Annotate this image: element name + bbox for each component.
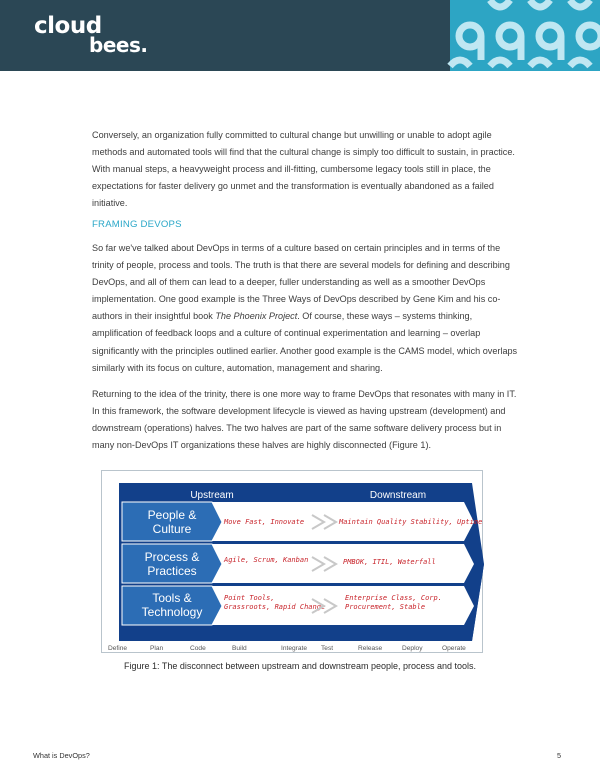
row1-downstream-text: Maintain Quality Stability, Uptime <box>339 518 483 526</box>
footer-doc-title: What is DevOps? <box>33 751 90 760</box>
footer-page-number: 5 <box>557 751 562 760</box>
upstream-label: Upstream <box>190 490 234 501</box>
intro-paragraph: Conversely, an organization fully committed to cultural change but unwilling or unable to adopt agile methods and automated tools will find that the cultural change is simply too difficult to sustain, in practice. With manual steps, a heavyweight process and ill-fitting, cumbersome legacy tools still in place, the expectations for faster delivery go unmet and the transformation is eventually abandoned as a failed initiative. <box>92 130 515 209</box>
row3-title-line1: Tools & <box>152 591 192 605</box>
figure-caption: Figure 1: The disconnect between upstream and downstream people, process and tools. <box>123 661 477 671</box>
logo-text-bees: bees. <box>89 33 148 57</box>
page-header <box>0 0 600 71</box>
disconnect-diagram <box>102 471 484 654</box>
phase-plan: Plan <box>150 645 164 652</box>
downstream-label: Downstream <box>369 490 427 501</box>
phase-code: Code <box>190 645 206 652</box>
row1-title-line1: People & <box>147 508 197 522</box>
bee-pattern-decoration <box>430 0 600 71</box>
row2-downstream-text: PMBOK, ITIL, Waterfall <box>343 558 436 566</box>
row1-title-line2: Culture <box>152 522 192 536</box>
phase-release: Release <box>358 645 383 652</box>
framing-text-part1: So far we've talked about DevOps in terms of a culture based on certain principles and in terms of the trinity of people, process and tools. The truth is that there are several models for defining and describing DevOps, and all of them can lead to a deeper, fuller understanding as well as a smoother DevOps implementation. One good example is the Three Ways of DevOps described by Gene Kim and his co-authors in their insightful book <box>92 243 510 322</box>
row2-upstream-text: Agile, Scrum, Kanban <box>224 556 309 564</box>
row2-title-line2: Practices <box>147 564 197 578</box>
framing-text-part2: . Of course, these ways – systems thinking, amplification of feedback loops and a culture of continual experimentation and learning – overlap significantly with the principles outlined earlier. Another good example is the CAMS model, which overlaps similarly with its focus on culture, automation, management and sharing. <box>92 311 518 373</box>
row3-downstream-line2: Procurement, Stable <box>345 603 426 611</box>
book-title: The Phoenix Project <box>215 311 298 322</box>
phase-deploy: Deploy <box>402 645 423 652</box>
phase-build: Build <box>232 645 247 652</box>
row3-upstream-line1: Point Tools, <box>224 594 275 602</box>
framing-paragraph <box>92 240 522 377</box>
phase-test: Test <box>321 645 334 652</box>
row3-upstream-line2: Grassroots, Rapid Change <box>224 603 326 611</box>
row2-title-line1: Process & <box>144 550 200 564</box>
row1-upstream-text: Move Fast, Innovate <box>224 518 305 526</box>
logo-text-cloud: cloud <box>34 13 102 39</box>
phase-operate: Operate <box>442 645 466 652</box>
trinity-paragraph: Returning to the idea of the trinity, there is one more way to frame DevOps that resonates with many in IT. In this framework, the software development lifecycle is viewed as having upstream (development) and downstream (operations) halves. The two halves are part of the same software delivery process but in many non-DevOps IT organizations these halves are highly disconnected (Figure 1). <box>92 389 517 451</box>
row3-downstream-line1: Enterprise Class, Corp. <box>345 594 442 602</box>
phase-integrate: Integrate <box>281 645 308 652</box>
figure-1 <box>101 470 483 653</box>
phase-labels <box>108 645 466 652</box>
phase-define: Define <box>108 645 128 652</box>
section-heading: FRAMING DEVOPS <box>92 219 182 230</box>
row3-title-line2: Technology <box>141 605 203 619</box>
